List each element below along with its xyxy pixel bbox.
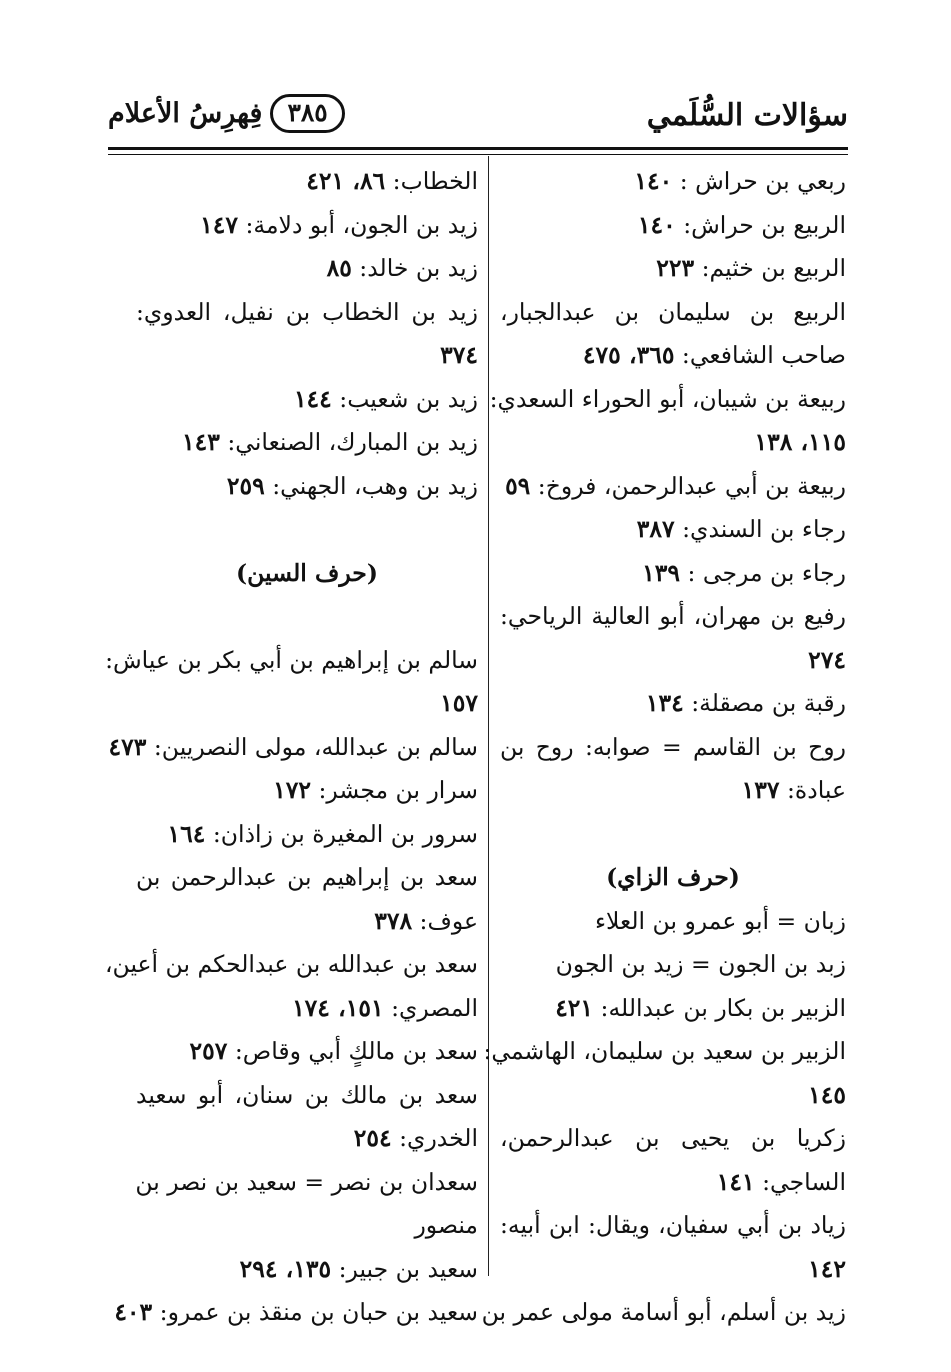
page-references: ٣٨٧ [636, 515, 675, 543]
page-references: ١١٥، ١٣٨ [754, 428, 846, 456]
entry-name: عبادة: [779, 776, 846, 804]
index-entry-line [500, 465, 846, 509]
entry-name: الزبير بن بكار بن عبدالله: [593, 993, 846, 1022]
index-entry-line [500, 204, 846, 248]
index-entry-line [500, 334, 846, 378]
index-entry-line [500, 508, 846, 552]
index-entry-line [136, 1117, 478, 1161]
index-entry-line [136, 334, 478, 378]
index-entry-line [114, 1291, 478, 1335]
index-entry-line [136, 378, 478, 422]
entry-name: الساجي: [754, 1167, 846, 1196]
page-references: ١٣٩ [642, 558, 681, 587]
index-entry-line [500, 247, 846, 291]
index-entry-line [136, 813, 478, 857]
index-entry-line [500, 1248, 846, 1292]
index-entry-line [500, 421, 846, 465]
page-references: ١٤٤ [293, 384, 332, 413]
entry-name: سعد بن عبدالله بن عبدالحكم بن أعين، [104, 950, 478, 978]
index-entry-line [136, 682, 478, 726]
page-references: ٨٦، ٤٢١ [306, 167, 386, 195]
entry-name: رجاء بن السندي: [674, 515, 846, 543]
index-entry-line [136, 1161, 478, 1205]
entry-name: رفيع بن مهران، أبو العالية الرياحي: [500, 602, 846, 630]
entry-name: زيد بن المبارك، الصنعاني: [219, 428, 478, 456]
entry-name: الربيع بن خثيم: [694, 254, 846, 282]
page-references: ١٣٧ [741, 776, 780, 804]
entry-name: زيد بن خالد: [351, 254, 478, 282]
index-entry-line [136, 421, 478, 465]
entry-name: سعد بن مالكٍ أبي وقاص: [227, 1037, 478, 1065]
entry-name: المصري: [383, 993, 478, 1022]
page-references: ١٤٠ [637, 210, 676, 239]
page-references: ٣٧٨ [374, 906, 413, 935]
entry-name: منصور [414, 1211, 478, 1239]
index-entry-line [483, 1030, 846, 1074]
book-title: سؤالات السُّلَمي [646, 98, 848, 133]
index-entry-line [136, 204, 478, 248]
page-references: ٣٧٤ [440, 341, 478, 369]
page-references: ١٤٠ [634, 167, 673, 195]
index-entry-line [136, 1204, 478, 1248]
left-column [104, 160, 478, 1335]
index-entry-line [500, 1117, 846, 1161]
entry-name: سعدان بن نصر = سعيد بن نصر بن [135, 1167, 478, 1196]
index-entry-line [136, 900, 478, 944]
entry-name: زبان = أبو عمرو بن العلاء [594, 906, 846, 935]
index-entry-line [500, 769, 846, 813]
entry-name: زيد بن وهب، الجهني: [264, 471, 478, 500]
column-divider [488, 156, 489, 1276]
entry-name: سرور بن المغيرة بن زاذان: [205, 819, 478, 848]
entry-name: ربيعة بن أبي عبدالرحمن، فروخ: [530, 471, 846, 500]
entry-name: الزبير بن سعيد بن سليمان، الهاشمي: [483, 1037, 846, 1065]
index-entry-line [500, 639, 846, 683]
entry-name: زيد بن الجون، أبو دلامة: [237, 210, 478, 239]
index-title-group [108, 94, 345, 133]
index-entry-line [500, 943, 846, 987]
page-references: ١٥١، ١٧٤ [292, 993, 384, 1022]
index-entry-line [500, 291, 846, 335]
entry-name: ربيعة بن شيبان، أبو الحوراء السعدي: [489, 384, 846, 413]
page-references: ١٤٥ [808, 1080, 846, 1109]
index-title: فِهرِسُ الأعلام [108, 98, 263, 129]
page-references: ١٥٧ [440, 689, 478, 717]
index-entry-line [500, 1204, 846, 1248]
index-entry-line [104, 943, 478, 987]
entry-name: رقبة بن مصقلة: [683, 689, 846, 717]
page-references: ٣٦٥، ٤٧٥ [582, 341, 675, 369]
entry-name: سعيد بن حبان بن منقذ بن عمرو: [152, 1298, 478, 1326]
entry-name: الربيع بن حراش: [675, 210, 846, 239]
index-entry-line [105, 639, 478, 683]
entry-name: زبد بن الجون = زيد بن الجون [555, 950, 846, 978]
blank-line [136, 508, 478, 552]
page-references: ١٣٥، ٢٩٤ [239, 1254, 332, 1283]
page-references: ١٤٢ [808, 1254, 846, 1283]
index-entry-line [136, 1030, 478, 1074]
entry-name: سعد بن مالك بن سنان، أبو سعيد [136, 1080, 478, 1109]
blank-line [136, 595, 478, 639]
page-header [108, 88, 848, 148]
page-references: ٢٥٤ [353, 1124, 392, 1152]
entry-name: سالم بن إبراهيم بن أبي بكر بن عياش: [105, 645, 478, 674]
letter-section-heading [500, 856, 846, 900]
index-entry-line [136, 769, 478, 813]
index-entry-line [136, 987, 478, 1031]
page-references: ١٦٤ [167, 819, 206, 848]
right-column [481, 160, 846, 1335]
page-references: ١٣٤ [645, 689, 684, 717]
index-entry-line [136, 247, 478, 291]
entry-name: صاحب الشافعي: [674, 341, 846, 369]
index-entry-line [500, 1074, 846, 1118]
index-entry-line [500, 1161, 846, 1205]
entry-name: سعيد بن جبير: [331, 1254, 478, 1283]
index-entry-line [136, 1248, 478, 1292]
index-entry-line [136, 1074, 478, 1118]
page-references: ١٤٧ [200, 210, 238, 239]
page-references: ٢٧٤ [808, 645, 846, 674]
entry-name: زيد بن شعيب: [331, 384, 478, 413]
entry-name: زكريا بن يحيى بن عبدالرحمن، [500, 1124, 846, 1152]
page-references: ١٤١ [716, 1167, 755, 1196]
entry-name: سالم بن عبدالله، مولى النصريين: [146, 732, 478, 761]
index-entry-line [500, 595, 846, 639]
page-references: ٥٩ [505, 471, 531, 500]
index-entry-line [500, 987, 846, 1031]
blank-line [500, 813, 846, 857]
index-entry-line [500, 160, 846, 204]
entry-name: ربعي بن حراش : [672, 167, 846, 195]
index-entry-line [481, 1291, 846, 1335]
entry-name: (حرف الزاي) [606, 863, 740, 891]
page-references: ٢٢٣ [656, 254, 695, 282]
entry-name: زيد بن أسلم، أبو أسامة مولى عمر بن [481, 1298, 846, 1326]
index-entry-line [489, 378, 846, 422]
entry-name: الربيع بن سليمان بن عبدالجبار، [500, 297, 846, 326]
index-entry-line [136, 291, 478, 335]
entry-name: الخطاب: [385, 167, 478, 195]
entry-name: زيد بن الخطاب بن نفيل، العدوي: [136, 297, 478, 326]
index-entry-line [136, 856, 478, 900]
page-number: ٣٨٥ [270, 94, 344, 133]
index-entry-line [500, 682, 846, 726]
page-references: ٤٠٣ [114, 1298, 153, 1326]
entry-name: عوف: [412, 906, 478, 935]
page-references: ٤٢١ [555, 993, 594, 1022]
index-entry-line [108, 726, 478, 770]
page-references: ٨٥ [326, 254, 352, 282]
page-references: ١٧٢ [273, 776, 312, 804]
index-entry-line [136, 160, 478, 204]
index-entry-line [500, 900, 846, 944]
entry-name: الخدري: [391, 1124, 478, 1152]
page-references: ٢٥٩ [226, 471, 265, 500]
index-entry-line [136, 465, 478, 509]
page-references: ٢٥٧ [189, 1037, 228, 1065]
index-entry-line [500, 726, 846, 770]
entry-name: رجاء بن مرجى : [680, 558, 846, 587]
header-rule-thin [108, 154, 848, 155]
page-references: ٤٧٣ [108, 732, 147, 761]
entry-name: سعد بن إبراهيم بن عبدالرحمن بن [136, 863, 478, 891]
page-references: ١٤٣ [182, 428, 220, 456]
entry-name: روح بن القاسم = صوابه: روح بن [500, 732, 846, 761]
index-entry-line [500, 552, 846, 596]
entry-name: (حرف السين) [236, 558, 378, 587]
header-rule-thick [108, 147, 848, 150]
entry-name: سرار بن مجشر: [311, 776, 478, 804]
entry-name: زياد بن أبي سفيان، ويقال: ابن أبيه: [500, 1211, 846, 1239]
letter-section-heading [136, 552, 478, 596]
